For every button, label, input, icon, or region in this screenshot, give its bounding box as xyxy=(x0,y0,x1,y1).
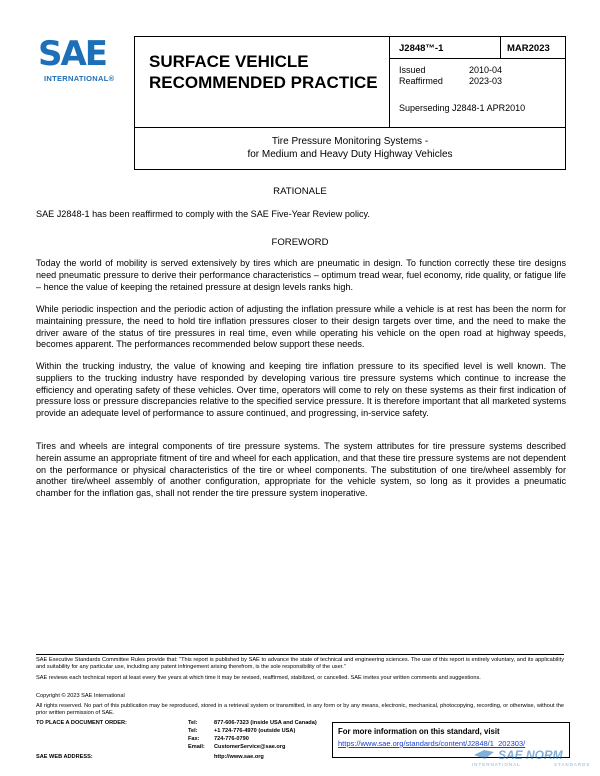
tel2-value: +1 724-776-4970 (outside USA) xyxy=(214,728,296,734)
rationale-heading: RATIONALE xyxy=(273,186,327,197)
superseding-text: Superseding J2848-1 APR2010 xyxy=(399,103,526,113)
review-policy-text: SAE reviews each technical report at least every five years at which time it may be revised, reaffirmed, stabilized, or cancelled. SAE invites your written comments and suggestions. xyxy=(36,675,481,681)
document-date: MAR2023 xyxy=(501,37,565,59)
web-value[interactable]: http://www.sae.org xyxy=(214,754,264,760)
logo-subtitle xyxy=(44,74,114,83)
issued-label: Issued xyxy=(399,65,426,75)
document-number: J2848™-1 xyxy=(389,37,501,59)
footer-divider xyxy=(36,654,564,655)
logo-sub-text: INTERNATIONAL xyxy=(44,74,109,83)
issued-value: 2010-04 xyxy=(469,65,503,75)
watermark-brand: SAE NORM xyxy=(498,748,563,762)
subject-line-2: for Medium and Heavy Duty Highway Vehicles xyxy=(247,149,453,160)
standard-link[interactable]: https://www.sae.org/standards/content/J2848/1_202303/ xyxy=(338,739,526,748)
logo-letters: SAE xyxy=(38,34,107,74)
foreword-paragraph-4: Tires and wheels are integral components of tire pressure systems. The system attributes for tire pressure systems described herein assume an appropriate fitment of tire and wheel for each application, and that these tire pressure systems are not dependent on the performance or physical characteristics of the tire or wheel components. The substitution of one tire/wheel assembly for another tire/wheel assembly of another configuration, appropriate for the vehicle system, so long as it provides a pneumatic chamber for the inflation gas, shall not render the tire pressure system inoperative. xyxy=(36,441,566,499)
tel-label: Tel: xyxy=(188,720,198,726)
subject-text xyxy=(135,127,565,161)
sae-logo xyxy=(38,36,122,88)
title-line-2: RECOMMENDED PRACTICE xyxy=(149,73,378,92)
logo-registered-mark: ® xyxy=(108,74,115,83)
fax-value: 724-776-0790 xyxy=(214,736,249,742)
reaffirmed-label: Reaffirmed xyxy=(399,76,443,86)
watermark-arrow-icon xyxy=(474,748,494,761)
web-label: SAE WEB ADDRESS: xyxy=(36,754,93,760)
watermark-left-text: INTERNATIONAL xyxy=(472,762,521,767)
rationale-text: SAE J2848-1 has been reaffirmed to comply with the SAE Five-Year Review policy. xyxy=(36,209,370,219)
subject-line-1: Tire Pressure Monitoring Systems - xyxy=(271,136,429,147)
document-type-title xyxy=(149,51,378,93)
title-cell xyxy=(135,37,390,127)
tel-value: 877-606-7323 (inside USA and Canada) xyxy=(214,720,317,726)
more-info-text: For more information on this standard, visit xyxy=(338,727,500,736)
tel2-label: Tel: xyxy=(188,728,198,734)
watermark xyxy=(470,748,590,772)
foreword-paragraph-1: Today the world of mobility is served extensively by tires which are pneumatic in design. To function correctly these tire designs need pneumatic pressure to derive their performance characteristics – optimum tread wear, fuel economy, ride quality, or fatigue life – hence the value of keeping the retained pressure at design levels ranks high. xyxy=(36,258,566,292)
subject-box xyxy=(134,127,566,170)
copyright-text: Copyright © 2023 SAE International xyxy=(36,693,125,699)
rights-text: All rights reserved. No part of this publication may be reproduced, stored in a retrieval system or transmitted, in any form or by any means, electronic, mechanical, photocopying, recording, or otherwise, without the prior written permission of SAE. xyxy=(36,703,564,717)
foreword-heading: FOREWORD xyxy=(271,237,329,248)
foreword-paragraph-2: While periodic inspection and the periodic action of adjusting the inflation pressure while a vehicle is at rest has been the norm for maintaining pressure, the need to hold tire inflation pressures closer to their design targets over time, and the need to make the driver aware of the status of tire pressures in real time, even while operating his vehicle on the open road at highway speeds, becomes apparent. The performances recommended below support these needs. xyxy=(36,304,566,350)
order-label: TO PLACE A DOCUMENT ORDER: xyxy=(36,720,127,726)
foreword-paragraph-3: Within the trucking industry, the value of knowing and keeping tire inflation pressure to its specified level is well known. The suppliers to the trucking industry have responded by developing various tire pressure systems which continue to increase the efficiency and operating safety of these vehicles. Over time, operators will come to rely on these systems as their first indication of pressure loss or pressure discrepancies relative to the specified service pressure. It is therefore important that all marketed systems provide an adequate level of performance to assure continued, and progressing, in-service safety. xyxy=(36,361,566,419)
fax-label: Fax: xyxy=(188,736,200,742)
watermark-right-text: STANDARDS xyxy=(554,762,591,767)
document-header xyxy=(134,36,566,128)
committee-rules-text: SAE Executive Standards Committee Rules provide that: “This report is published by SAE to advance the state of technical and engineering sciences. The use of this report is entirely voluntary, and its applicability and suitability for any particular use, including any patent infringement arising therefrom, is the sole responsibility of the user.” xyxy=(36,657,564,671)
email-value[interactable]: CustomerService@sae.org xyxy=(214,744,286,750)
history-info xyxy=(389,59,565,127)
email-label: Email: xyxy=(188,744,205,750)
title-line-1: SURFACE VEHICLE xyxy=(149,52,309,71)
reaffirmed-value: 2023-03 xyxy=(469,76,503,86)
